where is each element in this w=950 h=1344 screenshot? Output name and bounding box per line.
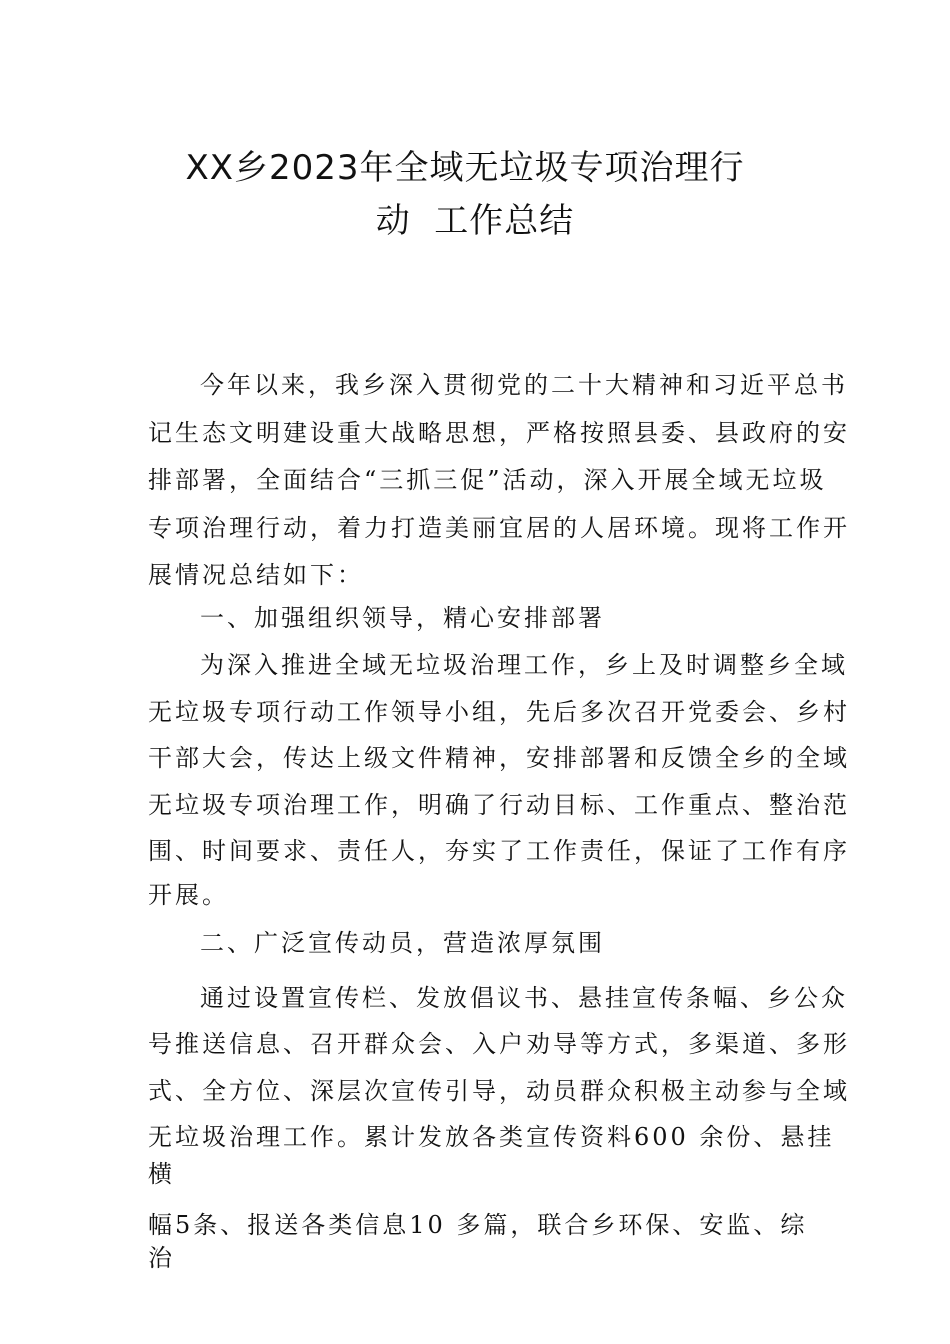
body-line: 式、全方位、深层次宣传引导，动员群众积极主动参与全域 <box>148 1077 850 1105</box>
body-line: 无垃圾治理工作。累计发放各类宣传资料600 余份、悬挂 <box>148 1123 835 1151</box>
document-title-line-2: 动 工作总结 <box>375 201 575 241</box>
body-line: 横 <box>148 1160 175 1188</box>
body-line: 排部署，全面结合“三抓三促”活动，深入开展全域无垃圾 <box>148 466 827 494</box>
body-line: 干部大会，传达上级文件精神，安排部署和反馈全乡的全域 <box>148 744 850 772</box>
body-line: 开展。 <box>148 881 229 909</box>
section-heading-2: 二、广泛宣传动员，营造浓厚氛围 <box>200 929 605 957</box>
body-line: 围、时间要求、责任人，夯实了工作责任，保证了工作有序 <box>148 837 850 865</box>
section-heading-1: 一、加强组织领导，精心安排部署 <box>200 604 605 632</box>
body-line: 治 <box>148 1244 175 1272</box>
body-line: 无垃圾专项治理工作，明确了行动目标、工作重点、整治范 <box>148 791 850 819</box>
body-line: 今年以来，我乡深入贯彻党的二十大精神和习近平总书 <box>200 371 848 399</box>
body-line: 为深入推进全域无垃圾治理工作，乡上及时调整乡全域 <box>200 651 848 679</box>
document-title-line-1: XX乡2023年全域无垃圾专项治理行 <box>185 148 745 188</box>
body-line: 专项治理行动，着力打造美丽宜居的人居环境。现将工作开 <box>148 514 850 542</box>
body-line: 记生态文明建设重大战略思想，严格按照县委、县政府的安 <box>148 419 850 447</box>
body-line: 幅5条、报送各类信息10 多篇，联合乡环保、安监、综 <box>148 1211 808 1239</box>
body-line: 展情况总结如下： <box>148 561 364 589</box>
body-line: 号推送信息、召开群众会、入户劝导等方式，多渠道、多形 <box>148 1030 850 1058</box>
body-line: 无垃圾专项行动工作领导小组，先后多次召开党委会、乡村 <box>148 698 850 726</box>
body-line: 通过设置宣传栏、发放倡议书、悬挂宣传条幅、乡公众 <box>200 984 848 1012</box>
